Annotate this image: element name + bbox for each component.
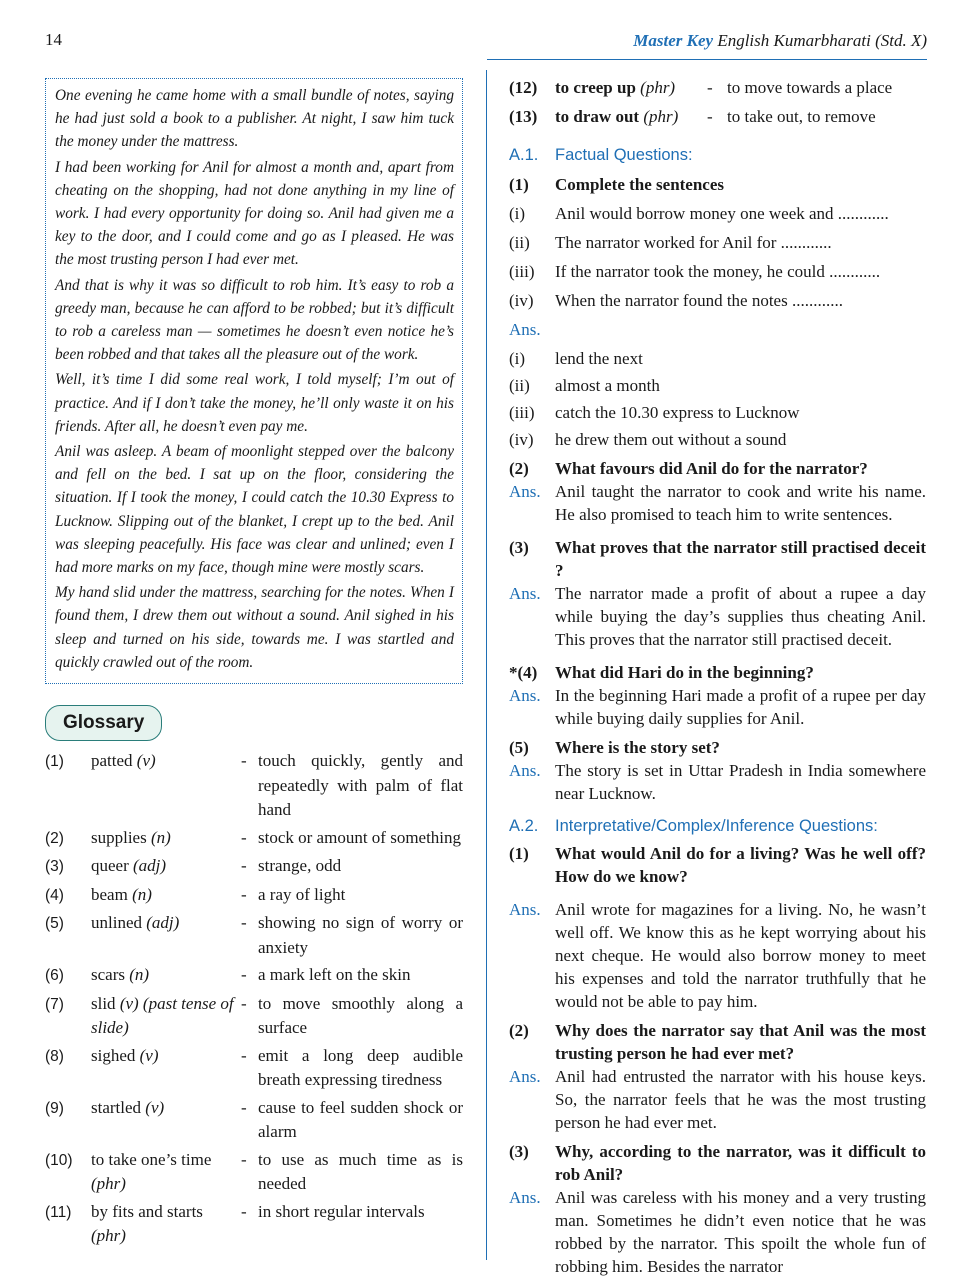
glossary-definition: strange, odd bbox=[258, 856, 342, 876]
question-number: (3) bbox=[509, 538, 529, 557]
glossary-item bbox=[45, 883, 463, 909]
answer bbox=[509, 582, 926, 651]
question-number: *(4) bbox=[509, 663, 538, 682]
term-word: unlined bbox=[91, 913, 142, 933]
answer-text: Anil taught the narrator to cook and write his name. He also promised to teach him to write sentences. bbox=[555, 482, 926, 524]
answer-text: The story is set in Uttar Pradesh in India somewhere near Lucknow. bbox=[555, 761, 926, 803]
answer-label: Ans. bbox=[509, 1067, 541, 1086]
running-head bbox=[633, 31, 927, 51]
dash: - bbox=[241, 856, 247, 876]
question bbox=[509, 1140, 926, 1186]
glossary-item bbox=[45, 992, 463, 1041]
answer-label: Ans. bbox=[509, 584, 541, 603]
glossary-number: (2) bbox=[45, 829, 64, 847]
question-number: (1) bbox=[509, 175, 529, 194]
blank-item bbox=[509, 289, 926, 312]
glossary-definition: to move towards a place bbox=[727, 78, 893, 97]
question-text: What proves that the narrator still practised deceit ? bbox=[555, 538, 926, 580]
answer-text: Anil was careless with his money and a very trusting man. Sometimes he didn’t even notice that he was robbed by the narrator. This spoilt the whole fun of robbing him. Besides the narrator bbox=[555, 1188, 926, 1276]
term-word: queer bbox=[91, 856, 129, 876]
glossary-definition: showing no sign of worry or anxiety bbox=[258, 913, 463, 957]
dash: - bbox=[241, 1097, 247, 1117]
answer bbox=[509, 480, 926, 526]
term-word: scars bbox=[91, 965, 125, 985]
answer-label: Ans. bbox=[509, 1188, 541, 1207]
item-number: (iii) bbox=[509, 403, 535, 422]
question-text: Where is the story set? bbox=[555, 738, 720, 757]
answer bbox=[509, 1186, 926, 1278]
item-text: Anil would borrow money one week and ............ bbox=[555, 204, 889, 223]
answer-text: catch the 10.30 express to Lucknow bbox=[555, 403, 800, 422]
answer bbox=[509, 1065, 926, 1134]
glossary-definition: emit a long deep audible breath expressing tiredness bbox=[258, 1045, 463, 1090]
answer bbox=[509, 759, 926, 805]
glossary-term bbox=[91, 1200, 241, 1249]
glossary-item bbox=[45, 1044, 463, 1093]
glossary-number: (3) bbox=[45, 858, 64, 876]
question-text: What favours did Anil do for the narrator? bbox=[555, 459, 868, 478]
glossary-number: (10) bbox=[45, 1151, 73, 1169]
dash: - bbox=[241, 884, 247, 904]
question bbox=[509, 173, 926, 196]
blank-item bbox=[509, 260, 926, 283]
glossary-term bbox=[91, 826, 241, 852]
term-word: patted bbox=[91, 751, 133, 771]
answer-item bbox=[509, 374, 926, 397]
blank-item bbox=[509, 202, 926, 225]
question bbox=[509, 1019, 926, 1065]
term-word: beam bbox=[91, 884, 128, 904]
answer-item bbox=[509, 347, 926, 370]
part-of-speech: (phr) bbox=[640, 78, 676, 97]
part-of-speech: (phr) bbox=[91, 1174, 126, 1194]
dash: - bbox=[241, 827, 247, 847]
part-of-speech: (v) bbox=[136, 751, 156, 771]
answer-item bbox=[509, 428, 926, 451]
term-word: sighed bbox=[91, 1045, 136, 1065]
item-number: (iii) bbox=[509, 262, 535, 281]
answer-text: almost a month bbox=[555, 376, 660, 395]
glossary-item bbox=[45, 911, 463, 960]
glossary-item bbox=[45, 1096, 463, 1145]
answer-label: Ans. bbox=[509, 482, 541, 501]
glossary-item bbox=[45, 826, 463, 852]
item-number: (iv) bbox=[509, 291, 534, 310]
term-word: to take one’s time bbox=[91, 1149, 212, 1169]
answer-label: Ans. bbox=[509, 686, 541, 705]
part-of-speech: (v) bbox=[139, 1045, 159, 1065]
part-of-speech: (adj) bbox=[146, 913, 180, 933]
section-title: Factual Questions: bbox=[555, 146, 693, 164]
glossary-number: (5) bbox=[45, 915, 64, 933]
glossary-term bbox=[91, 992, 241, 1041]
header-rule bbox=[487, 59, 927, 60]
dash: - bbox=[241, 1201, 247, 1221]
part-of-speech: (n) bbox=[132, 884, 152, 904]
question bbox=[509, 661, 926, 684]
glossary-term bbox=[91, 854, 241, 880]
answer-text: Anil wrote for magazines for a living. No, he wasn’t well off. We know this as he kept worrying about his next cheque. He would also borrow money to meet his expenses and told the narrator truthfully that he would not be able to pay him. bbox=[555, 900, 926, 1011]
question-text: Why, according to the narrator, was it difficult to rob Anil? bbox=[555, 1142, 926, 1184]
section-heading-a2 bbox=[509, 815, 926, 838]
glossary-definition: stock or amount of something bbox=[258, 827, 462, 847]
glossary-definition: in short regular intervals bbox=[258, 1201, 425, 1221]
question bbox=[509, 536, 926, 582]
answer-text: lend the next bbox=[555, 349, 643, 368]
section-label: A.2. bbox=[509, 817, 539, 835]
answer-heading bbox=[509, 318, 926, 341]
item-text: When the narrator found the notes ............ bbox=[555, 291, 843, 310]
item-number: (iv) bbox=[509, 430, 534, 449]
glossary-number: (11) bbox=[45, 1203, 72, 1221]
question bbox=[509, 457, 926, 480]
glossary-number: (13) bbox=[509, 107, 538, 126]
glossary-list bbox=[45, 749, 463, 1249]
dash: - bbox=[241, 993, 247, 1013]
glossary-term bbox=[91, 1044, 241, 1093]
glossary-item bbox=[45, 749, 463, 823]
answer-label: Ans. bbox=[509, 320, 541, 339]
extract-paragraph: I had been working for Anil for almost a month and, apart from cheating on the shopping, had not done anything in my line of work. I had every opportunity for doing so. Anil had given me a key to the door, and I could come and go as I pleased. He was the most trusting person I had ever met. bbox=[55, 158, 454, 269]
question-text: Why does the narrator say that Anil was the most trusting person he had ever met? bbox=[555, 1021, 926, 1063]
part-of-speech: (v) (past tense of slide) bbox=[91, 993, 234, 1038]
glossary-term bbox=[91, 911, 241, 960]
extract-paragraph: One evening he came home with a small bundle of notes, saying he had just sold a book to a publisher. At night, I saw him tuck the money under the mattress. bbox=[55, 87, 454, 151]
glossary-definition: to take out, to remove bbox=[727, 107, 876, 126]
question-number: (2) bbox=[509, 1021, 529, 1040]
question-text: What would Anil do for a living? Was he well off? How do we know? bbox=[555, 844, 926, 886]
question bbox=[509, 736, 926, 759]
dash: - bbox=[241, 751, 247, 771]
dash: - bbox=[707, 78, 713, 97]
glossary-item bbox=[45, 1148, 463, 1197]
glossary-number: (6) bbox=[45, 967, 64, 985]
glossary-number: (9) bbox=[45, 1099, 64, 1117]
glossary-definition: touch quickly, gently and repeatedly with palm of flat hand bbox=[258, 751, 463, 820]
item-number: (i) bbox=[509, 349, 526, 368]
question-number: (1) bbox=[509, 844, 529, 863]
book-title: English Kumarbharati (Std. X) bbox=[717, 31, 927, 50]
part-of-speech: (v) bbox=[145, 1097, 165, 1117]
glossary-number: (12) bbox=[509, 78, 538, 97]
glossary-number: (7) bbox=[45, 995, 64, 1013]
part-of-speech: (n) bbox=[150, 827, 171, 847]
part-of-speech: (adj) bbox=[133, 856, 167, 876]
glossary-number: (8) bbox=[45, 1047, 64, 1065]
part-of-speech: (phr) bbox=[91, 1226, 126, 1246]
glossary-term bbox=[91, 1148, 241, 1197]
question-number: (5) bbox=[509, 738, 529, 757]
glossary-number: (1) bbox=[45, 753, 64, 771]
term-word: startled bbox=[91, 1097, 142, 1117]
term-word: by fits and starts bbox=[91, 1201, 203, 1221]
dash: - bbox=[241, 965, 247, 985]
glossary-definition: to use as much time as is needed bbox=[258, 1149, 463, 1194]
glossary-item bbox=[45, 963, 463, 989]
extract-paragraph: My hand slid under the mattress, searching for the notes. When I found them, I drew them out without a sound. Anil sighed in his sleep and turned on his side, towards me. I was startled and quickly crawled out of the room. bbox=[55, 584, 454, 671]
term-word: slid bbox=[91, 993, 116, 1013]
question-text: Complete the sentences bbox=[555, 175, 725, 194]
dash: - bbox=[241, 1045, 247, 1065]
extract-paragraph: Well, it’s time I did some real work, I told myself; I’m out of practice. And if I don’t take the money, he’ll only waste it on his friends. After all, he doesn’t even pay me. bbox=[55, 371, 454, 435]
glossary-term bbox=[91, 749, 241, 823]
glossary-number: (4) bbox=[45, 886, 64, 904]
question-text: What did Hari do in the beginning? bbox=[555, 663, 814, 682]
part-of-speech: (phr) bbox=[643, 107, 679, 126]
answer-item bbox=[509, 401, 926, 424]
question-number: (2) bbox=[509, 459, 529, 478]
section-title: Interpretative/Complex/Inference Questions: bbox=[555, 817, 878, 835]
dash: - bbox=[241, 1149, 247, 1169]
dash: - bbox=[241, 913, 247, 933]
glossary-item bbox=[45, 854, 463, 880]
question-number: (3) bbox=[509, 1142, 529, 1161]
item-number: (ii) bbox=[509, 233, 530, 252]
question bbox=[509, 842, 926, 888]
glossary-term bbox=[555, 105, 707, 128]
blank-item bbox=[509, 231, 926, 254]
item-number: (ii) bbox=[509, 376, 530, 395]
answer-text: he drew them out without a sound bbox=[555, 430, 787, 449]
glossary-item bbox=[509, 105, 926, 128]
section-heading-a1 bbox=[509, 144, 926, 167]
item-text: If the narrator took the money, he could ............ bbox=[555, 262, 881, 281]
column-divider bbox=[486, 70, 487, 1260]
item-number: (i) bbox=[509, 204, 526, 223]
right-column bbox=[509, 76, 926, 1278]
glossary-term bbox=[91, 963, 241, 989]
brand-name: Master Key bbox=[633, 31, 714, 50]
answer-text: The narrator made a profit of about a rupee a day while buying the day’s supplies thus cheating Anil. This proves that the narrator still practised deceit. bbox=[555, 584, 926, 649]
left-column bbox=[45, 78, 463, 1252]
item-text: The narrator worked for Anil for ............ bbox=[555, 233, 832, 252]
answer-label: Ans. bbox=[509, 900, 541, 919]
term-word: supplies bbox=[91, 827, 147, 847]
section-label: A.1. bbox=[509, 146, 539, 164]
extract-paragraph: Anil was asleep. A beam of moonlight stepped over the balcony and fell on the bed. I sat up on the floor, considering the situation. If I took the money, I could catch the 10.30 Express to Lucknow. Slipping out of the blanket, I crept up to the bed. Anil was sleeping peacefully. His face was clear and unlined; even I had more marks on my face, though mine were mostly scars. bbox=[55, 443, 454, 577]
page-number: 14 bbox=[45, 30, 62, 49]
glossary-term bbox=[555, 76, 707, 99]
glossary-item bbox=[45, 1200, 463, 1249]
glossary-item bbox=[509, 76, 926, 99]
answer bbox=[509, 684, 926, 730]
dash: - bbox=[707, 107, 713, 126]
answer-text: Anil had entrusted the narrator with his house keys. So, the narrator feels that he was the most trusting person he had ever met. bbox=[555, 1067, 926, 1132]
answer-label: Ans. bbox=[509, 761, 541, 780]
term-word: to creep up bbox=[555, 78, 636, 97]
answer-text: In the beginning Hari made a profit of a rupee per day while buying daily supplies for Anil. bbox=[555, 686, 926, 728]
answer bbox=[509, 898, 926, 1013]
glossary-definition: a ray of light bbox=[258, 884, 346, 904]
extract-paragraph: And that is why it was so difficult to rob him. It’s easy to rob a greedy man, because he can afford to be robbed; but it’s difficult to rob a careless man — sometimes he doesn’t even notice he’s been robbed and that takes all the pleasure out of the work. bbox=[55, 276, 454, 364]
glossary-definition: cause to feel sudden shock or alarm bbox=[258, 1097, 463, 1142]
part-of-speech: (n) bbox=[129, 965, 150, 985]
glossary-definition: to move smoothly along a surface bbox=[258, 993, 463, 1038]
glossary-heading: Glossary bbox=[45, 705, 162, 741]
story-extract bbox=[45, 78, 463, 684]
glossary-term bbox=[91, 883, 241, 909]
glossary-definition: a mark left on the skin bbox=[258, 965, 411, 985]
term-word: to draw out bbox=[555, 107, 640, 126]
glossary-term bbox=[91, 1096, 241, 1145]
